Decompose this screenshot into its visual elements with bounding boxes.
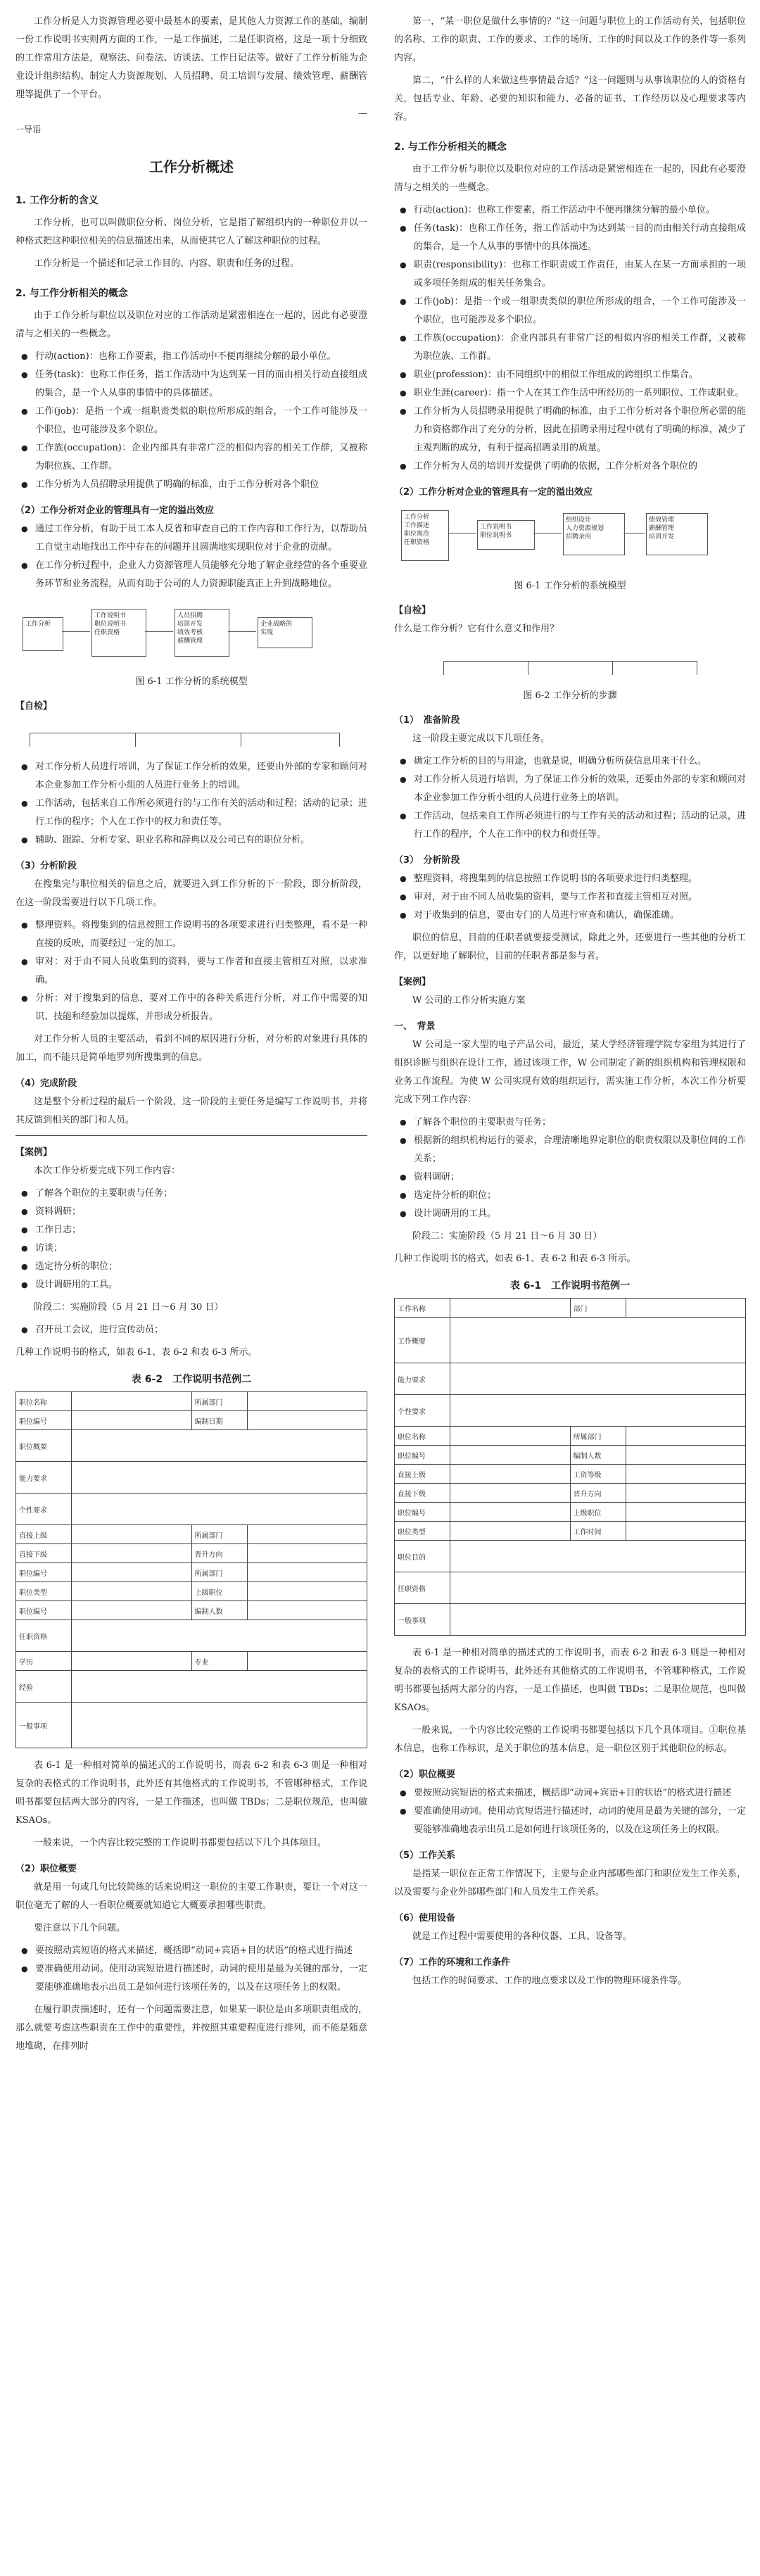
- list-item: ● 对工作分析人员进行培训，为了保证工作分析的效果，还要由外部的专家和顾问对本企业参加工作分析小组的人员进行业务上的培训。: [394, 771, 746, 807]
- table-cell: 工作名称: [395, 1299, 450, 1318]
- table-row: [395, 1572, 746, 1604]
- list-item: ● 对于收集到的信息，要由专门的人员进行审查和确认，确保准确。: [394, 907, 746, 925]
- figure-box: 组织设计 人力资源规划 招聘录用: [563, 513, 625, 555]
- job-description-table-2: [15, 1391, 367, 1748]
- heading-2: 2. 与工作分析相关的概念: [15, 288, 128, 299]
- table-cell: [247, 1652, 367, 1671]
- table-cell: 经验: [16, 1671, 72, 1703]
- table-cell: 学历: [16, 1652, 72, 1671]
- table-row: [395, 1363, 746, 1395]
- table-cell: [450, 1446, 571, 1465]
- table-cell: [72, 1525, 192, 1544]
- table-row: [395, 1541, 746, 1572]
- table-cell: 职位名称: [16, 1392, 72, 1411]
- list-item: ● 通过工作分析，有助于员工本人反省和审查自己的工作内容和工作行为，以帮助员工自觉主动地找出工作中存在的问题并且圆满地实现职位对于企业的贡献。: [15, 520, 367, 557]
- table-row: [395, 1465, 746, 1484]
- bullet-list: [394, 752, 746, 844]
- dash: —: [358, 108, 367, 119]
- table-cell: [450, 1299, 571, 1318]
- table-cell: [450, 1395, 746, 1427]
- steps-bracket: [394, 652, 746, 681]
- paragraph: 职位的信息，目前的任职者就要接受测试，除此之外，还要进行一些其他的分析工作，以更好地了解职位，目前的任职者都是参与者。: [394, 933, 746, 961]
- list-item: ● 任务(task)：也称工作任务，指工作活动中为达到某一目的而由相关行动直接组成的集合，是一个人从事的事情中的具体描述。: [394, 220, 746, 256]
- list-item: ● 访谈；: [15, 1239, 367, 1258]
- table-cell: 部门: [570, 1299, 626, 1318]
- figure-line: [228, 631, 256, 632]
- paragraph: 几种工作说明书的格式，如表 6-1、表 6-2 和表 6-3 所示。: [15, 1347, 258, 1358]
- table-cell: 所属部门: [570, 1427, 626, 1446]
- list-item: ● 要按照动宾短语的格式来描述，概括即“动词+宾语+目的状语”的格式进行描述: [15, 1942, 367, 1960]
- list-item: ● 行动(action)：也称工作要素，指工作活动中不便再继续分解的最小单位。: [394, 201, 746, 220]
- table-cell: [626, 1299, 746, 1318]
- figure-box: 工作分析: [23, 617, 63, 651]
- paragraph: 对工作分析人员的主要活动，看到不同的原因进行分析，对分析的对象进行具体的加工，而不能只是简单地罗列所搜集到的信息。: [15, 1034, 367, 1063]
- table-cell: [72, 1652, 192, 1671]
- table-cell: 任职资格: [16, 1620, 72, 1652]
- table-cell: 直接上级: [395, 1465, 450, 1484]
- table-row: [16, 1601, 367, 1620]
- list-item: ● 工作分析为人员招聘录用提供了明确的标准，由于工作分析对各个职位所必需的能力和资格都作出了充分的分析，因此在招聘录用过程中就有了明确的标准，减少了主观判断的成分，有利于提高招聘录用的质量。: [394, 403, 746, 457]
- bullet-list: [15, 1321, 367, 1339]
- paragraph: 是指某一职位在正常工作情况下，主要与企业内部哪些部门和职位发生工作关系，以及需要与企业外部哪些部门和人员发生工作关系。: [394, 1869, 746, 1898]
- table-cell: 个性要求: [395, 1395, 450, 1427]
- table-cell: [450, 1484, 571, 1503]
- intro-paragraph: 工作分析是人力资源管理必要中最基本的要素，是其他人力资源工作的基础，编制一份工作说明书实则两方面的工作，一是工作描述，二是任职资格，这是一项十分细致的工作常用方法是，观察法、问卷法、访谈法、工作日记法等。做好了工作分析能为企业设计组织结构、制定人力资源规划、人员招聘、员工培训与发展、绩效管理、薪酬管理等提供了一个平台。: [15, 16, 367, 100]
- paragraph: 就是工作过程中需要使用的各种仪器、工具、设备等。: [412, 1931, 633, 1942]
- table-cell: 职位类型: [395, 1522, 450, 1541]
- figure-box: 工作说明书 职位说明书: [477, 520, 535, 550]
- table-row: [395, 1484, 746, 1503]
- list-item: ● 整理资料。将搜集到的信息按照工作说明书的各项要求进行归类整理，看不是一种直接的反映，而要经过一定的加工。: [15, 916, 367, 953]
- list-item: ● 工作分析为人员招聘录用提供了明确的标准，由于工作分析对各个职位: [15, 476, 367, 494]
- list-item: ● 资料调研；: [15, 1203, 367, 1221]
- job-description-table-1: [394, 1298, 746, 1636]
- right-column: [394, 13, 746, 1995]
- list-item: ● 工作活动，包括来自工作所必须进行的与工作有关的活动和过程；活动的记录；进行工作的程序；个人在工作中的权力和责任等。: [15, 795, 367, 831]
- table-row: [16, 1462, 367, 1494]
- list-item: ● 行动(action)：也称工作要素，指工作活动中不便再继续分解的最小单位。: [15, 348, 367, 366]
- table-cell: [450, 1363, 746, 1395]
- table-cell: [72, 1671, 367, 1703]
- list-item: ● 要按照动宾短语的格式来描述，概括即“动词+宾语+目的状语”的格式进行描述: [394, 1784, 746, 1802]
- list-item: ● 工作日志；: [15, 1221, 367, 1239]
- table-cell: 直接上级: [16, 1525, 72, 1544]
- table-row: [16, 1525, 367, 1544]
- list-item: ● 职业生涯(career)：指一个人在其工作生活中所经历的一系列职位、工作或职业。: [394, 384, 746, 403]
- table-row: [16, 1430, 367, 1462]
- self-check-label: 【自检】: [15, 701, 53, 712]
- table-cell: 职位编号: [16, 1411, 72, 1430]
- table-cell: 一般事项: [395, 1604, 450, 1636]
- table-cell: [626, 1465, 746, 1484]
- table-row: [16, 1582, 367, 1601]
- table-cell: 编制人数: [570, 1446, 626, 1465]
- table-cell: [450, 1604, 746, 1636]
- table-row: [395, 1503, 746, 1522]
- subheading: （7）工作的环境和工作条件: [394, 1957, 511, 1968]
- table-cell: 上级职位: [191, 1582, 247, 1601]
- list-item: ● 对工作分析人员进行培训，为了保证工作分析的效果，还要由外部的专家和顾问对本企业参加工作分析小组的人员进行业务上的培训。: [15, 758, 367, 795]
- table-cell: 工资等级: [570, 1465, 626, 1484]
- paragraph: 表 6-1 是一种相对简单的描述式的工作说明书，而表 6-2 和表 6-3 则是一种相对复杂的表格式的工作说明书，此外还有其他格式的工作说明书，不管哪种格式，工作说明书都要包括两大部分的内容，一是工作描述，也叫做 TBDs；二是职位规范，也叫做 KSAOs。: [394, 1648, 746, 1713]
- table-cell: [72, 1392, 192, 1411]
- table-cell: 一般事项: [16, 1703, 72, 1748]
- table-row: [16, 1494, 367, 1525]
- table-cell: 工作概要: [395, 1318, 450, 1363]
- paragraph: 由于工作分析与职位以及职位对应的工作活动是紧密相连在一起的，因此有必要澄清与之相关的一些概念。: [394, 164, 746, 193]
- bullet-list: [15, 520, 367, 593]
- bullet-list: [15, 1185, 367, 1294]
- subheading: （3） 分析阶段: [394, 855, 460, 866]
- list-item: ● 审对，对于由不同人员收集的资料，要与工作者和直接主管相互对照。: [394, 888, 746, 907]
- list-item: ● 整理资料，将搜集到的信息按照工作说明书的各项要求进行归类整理。: [394, 870, 746, 888]
- table-cell: 晋升方向: [570, 1484, 626, 1503]
- table-cell: [72, 1462, 367, 1494]
- table-row: [16, 1563, 367, 1582]
- figure-box: 工作说明书 职位说明书 任职资格: [91, 609, 146, 657]
- system-model-figure: [394, 507, 746, 571]
- table-cell: [72, 1411, 192, 1430]
- bullet-list: [394, 1113, 746, 1223]
- table-cell: 直接下级: [395, 1484, 450, 1503]
- table-cell: 编制人数: [191, 1601, 247, 1620]
- table-cell: [450, 1522, 571, 1541]
- table-cell: 直接下级: [16, 1544, 72, 1563]
- case-label: 【案例】: [394, 977, 431, 987]
- paragraph: 阶段二：实施阶段（5 月 21 日～6 月 30 日）: [412, 1231, 602, 1242]
- paragraph: 一般来说，一个内容比较完整的工作说明书都要包括以下几个具体项目。: [34, 1838, 327, 1848]
- bullet-list: [394, 201, 746, 476]
- list-item: ● 工作分析为人员的培训开发提供了明确的依据，工作分析对各个职位的: [394, 457, 746, 476]
- subheading: （4）完成阶段: [15, 1078, 77, 1089]
- table-cell: 职位概要: [16, 1430, 72, 1462]
- table-cell: [72, 1601, 192, 1620]
- table-cell: [72, 1544, 192, 1563]
- case-title: W 公司的工作分析实施方案: [412, 995, 526, 1006]
- page-title: 工作分析概述: [149, 158, 234, 175]
- table-cell: [72, 1430, 367, 1462]
- list-item: ● 分析：对于搜集到的信息，要对工作中的各种关系进行分析，对工作中需要的知识、技能和经验加以提炼，并形成分析报告。: [15, 990, 367, 1026]
- figure-caption: 图 6-2 工作分析的步骤: [523, 690, 617, 701]
- list-item: ● 审对：对于由不同人员收集到的资料，要与工作者和直接主管相互对照，以求准确。: [15, 953, 367, 990]
- list-item: ● 设计调研用的工具。: [394, 1205, 746, 1223]
- table-cell: 能力要求: [395, 1363, 450, 1395]
- list-item: ● 选定待分析的职位；: [394, 1187, 746, 1205]
- table-cell: 专业: [191, 1652, 247, 1671]
- table-row: [395, 1427, 746, 1446]
- table-cell: [450, 1572, 746, 1604]
- list-item: ● 工作族(occupation)：企业内部具有非常广泛的相似内容的相关工作群，又被称为职位族、工作群。: [15, 439, 367, 476]
- subheading: （5）工作关系: [394, 1850, 456, 1861]
- table-cell: 职位名称: [395, 1427, 450, 1446]
- list-item: ● 了解各个职位的主要职责与任务；: [394, 1113, 746, 1132]
- list-item: ● 工作族(occupation)：企业内部具有非常广泛的相似内容的相关工作群，又被称为职位族、工作群。: [394, 329, 746, 366]
- table-cell: [626, 1522, 746, 1541]
- list-item: ● 设计调研用的工具。: [15, 1276, 367, 1294]
- table-cell: [626, 1484, 746, 1503]
- list-item: ● 在工作分析过程中，企业人力资源管理人员能够充分地了解企业经营的各个重要业务环节和业务流程，从而有助于公司的人力资源职能真正上升到战略地位。: [15, 557, 367, 593]
- table-cell: 职位编号: [16, 1563, 72, 1582]
- figure-box: 人员招聘 培训开发 绩效考核 薪酬管理: [175, 609, 229, 657]
- list-item: ● 辅助、跟踪、分析专家、职业名称和辞典以及公司已有的职位分析。: [15, 831, 367, 850]
- paragraph: 这一阶段主要完成以下几项任务。: [412, 733, 550, 744]
- paragraph: 工作分析，也可以叫做职位分析、岗位分析，它是指了解组织内的一种职位并以一种格式把这种职位相关的信息描述出来，从而使其它人了解这种职位的过程。: [15, 217, 367, 246]
- list-item: ● 任务(task)：也称工作任务，指工作活动中为达到某一目的而由相关行动直接组成的集合，是一个人从事的事情中的具体描述。: [15, 366, 367, 403]
- figure-line: [62, 631, 90, 632]
- list-item: ● 工作活动，包括来自工作所必须进行的与工作有关的活动和过程；活动的记录，进行工作的程序，个人在工作中的权力和责任等。: [394, 807, 746, 844]
- subheading: （2）职位概要: [15, 1864, 77, 1874]
- table-cell: [626, 1446, 746, 1465]
- table-cell: 职位目的: [395, 1541, 450, 1572]
- figure-caption: 图 6-1 工作分析的系统模型: [135, 676, 248, 687]
- table-cell: [450, 1465, 571, 1484]
- table-cell: [247, 1525, 367, 1544]
- heading-1: 1. 工作分析的含义: [15, 195, 99, 206]
- bullet-list: [394, 1784, 746, 1839]
- list-item: ● 资料调研；: [394, 1168, 746, 1187]
- figure-caption: 图 6-1 工作分析的系统模型: [514, 581, 626, 591]
- subheading: （2）职位概要: [394, 1769, 456, 1780]
- subheading: （6）使用设备: [394, 1913, 456, 1924]
- table-cell: [72, 1703, 367, 1748]
- table-row: [16, 1411, 367, 1430]
- paragraph: 包括工作的时间要求、工作的地点要求以及工作的物理环境条件等。: [412, 1976, 688, 1986]
- table-cell: 所属部门: [191, 1563, 247, 1582]
- list-item: ● 职业(profession)：由不同组织中的相似工作组成的跨组织工作集合。: [394, 366, 746, 384]
- table-cell: 职位类型: [16, 1582, 72, 1601]
- subheading: （1） 准备阶段: [394, 715, 460, 726]
- bullet-list: [15, 916, 367, 1026]
- list-item: ● 要准确使用动词。使用动宾短语进行描述时，动词的使用是最为关键的部分，一定要能够准确地表示出员工是如何进行该项任务的，以及在这项任务上的权限。: [394, 1802, 746, 1839]
- table-cell: 晋升方向: [191, 1544, 247, 1563]
- paragraph: W 公司是一家大型的电子产品公司，最近，某大学经济管理学院专家组为其进行了组织诊断与组织在设计工作，通过该项工作，W 公司制定了新的组织机构和管理权限和业务工作流程。为使 W 公司实现有效的组织运行，需实施工作分析，本次工作分析要完成下列工作内容：: [394, 1040, 746, 1105]
- table-row: [16, 1620, 367, 1652]
- table-row: [16, 1392, 367, 1411]
- table-cell: 能力要求: [16, 1462, 72, 1494]
- table-cell: [247, 1411, 367, 1430]
- table-row: [395, 1395, 746, 1427]
- table-row: [16, 1671, 367, 1703]
- bullet-list: [15, 758, 367, 850]
- paragraph: 第一，“某一职位是做什么事情的？”这一问题与职位上的工作活动有关，包括职位的名称、工作的职责、工作的要求、工作的场所、工作的时间以及工作的条件等一系列内容。: [394, 16, 746, 63]
- section-label: 一导语: [15, 125, 42, 134]
- question: 什么是工作分析？它有什么意义和作用？: [394, 624, 559, 634]
- table-title: 表 6-1 工作说明书范例一: [509, 1280, 631, 1292]
- bullet-list: [394, 870, 746, 925]
- figure-box: 绩效管理 薪酬管理 培训开发: [646, 513, 708, 555]
- paragraph: 在搜集完与职位相关的信息之后，就要进入到工作分析的下一阶段，即分析阶段，在这一阶段需要进行以下几项工作。: [15, 879, 367, 908]
- list-item: ● 选定待分析的职位；: [15, 1258, 367, 1276]
- paragraph: 工作分析是一个描述和记录工作目的、内容、职责和任务的过程。: [34, 258, 300, 269]
- paragraph: 在履行职责描述时，还有一个问题需要注意，如果某一职位是由多项职责组成的，那么就要考虑这些职责在工作中的重要性，并按照其重要程度进行排列，而不能是随意地堆砌，在排列时: [15, 2004, 367, 2052]
- system-model-figure: [15, 603, 367, 667]
- heading: 2. 与工作分析相关的概念: [394, 141, 507, 153]
- table-cell: 个性要求: [16, 1494, 72, 1525]
- subheading: 一、 背景: [394, 1021, 436, 1032]
- table-cell: 职位编号: [395, 1446, 450, 1465]
- paragraph: 就是用一句或几句比较简练的话来说明这一职位的主要工作职责，要让一个对这一职位毫无了解的人一看职位概要就知道它大概要承担哪些职责。: [15, 1882, 367, 1911]
- list-item: ● 根据新的组织机构运行的要求，合理清晰地界定职位的职责权限以及职位间的工作关系；: [394, 1132, 746, 1168]
- table-cell: [247, 1601, 367, 1620]
- table-row: [395, 1604, 746, 1636]
- table-cell: [626, 1503, 746, 1522]
- table-cell: [626, 1427, 746, 1446]
- paragraph: 第二，“什么样的人来做这些事情最合适？”这一问题则与从事该职位的人的资格有关，包括专业、年龄、必要的知识和能力、必备的证书、工作经历以及心理要求等内容。: [394, 75, 746, 122]
- table-cell: 任职资格: [395, 1572, 450, 1604]
- table-cell: 上级职位: [570, 1503, 626, 1522]
- table-cell: 所属部门: [191, 1392, 247, 1411]
- case-label: 【案例】: [15, 1147, 53, 1158]
- paragraph: 这是整个分析过程的最后一个阶段，这一阶段的主要任务是编写工作说明书，并将其反馈到相关的部门和人员。: [15, 1097, 367, 1125]
- paragraph: 几种工作说明书的格式，如表 6-1、表 6-2 和表 6-3 所示。: [394, 1254, 636, 1264]
- table-cell: [450, 1541, 746, 1572]
- paragraph: 由于工作分析与职位以及职位对应的工作活动是紧密相连在一起的，因此有必要澄清与之相关的一些概念。: [15, 310, 367, 339]
- table-cell: [247, 1582, 367, 1601]
- table-row: [395, 1446, 746, 1465]
- table-cell: [247, 1563, 367, 1582]
- paragraph: 本次工作分析要完成下列工作内容：: [34, 1166, 181, 1176]
- paragraph: 阶段二：实施阶段（5 月 21 日～6 月 30 日）: [34, 1302, 224, 1313]
- bullet-list: [15, 348, 367, 494]
- table-cell: [72, 1494, 367, 1525]
- table-cell: [72, 1563, 192, 1582]
- table-cell: 编制日期: [191, 1411, 247, 1430]
- list-item: ● 职责(responsibility)：也称工作职责或工作责任，由某人在某一方面承担的一项或多项任务组成的相关任务集合。: [394, 256, 746, 293]
- figure-box: 工作分析 工作描述 职位规范 任职资格: [401, 510, 449, 561]
- self-check-label: 【自检】: [394, 605, 431, 616]
- list-item: ● 召开员工会议，进行宣传动员；: [15, 1321, 367, 1339]
- divider: [15, 1135, 367, 1136]
- steps-bracket: [15, 726, 367, 754]
- paragraph: 要注意以下几个问题。: [34, 1923, 126, 1933]
- table-title: 表 6-2 工作说明书范例二: [131, 1374, 252, 1385]
- list-item: ● 了解各个职位的主要职责与任务；: [15, 1185, 367, 1203]
- table-cell: [72, 1620, 367, 1652]
- table-row: [395, 1522, 746, 1541]
- list-item: ● 要准确使用动词。使用动宾短语进行描述时，动词的使用是最为关键的部分，一定要能够准确地表示出员工是如何进行该项任务的，以及在这项任务上的权限。: [15, 1960, 367, 1997]
- figure-box: 企业战略的 实现: [258, 617, 312, 648]
- figure-line: [145, 631, 173, 632]
- paragraph: 一般来说，一个内容比较完整的工作说明书都要包括以下几个具体项目。①职位基本信息，也称工作标识，是关于职位的基本信息，是一职位区别于其他职位的标志。: [394, 1725, 746, 1754]
- table-row: [16, 1544, 367, 1563]
- left-column: [15, 13, 367, 2060]
- table-row: [16, 1652, 367, 1671]
- list-item: ● 工作(job)：是指一个或一组职责类似的职位所形成的组合，一个工作可能涉及一个职位，也可能涉及多个职位。: [15, 403, 367, 439]
- list-item: ● 确定工作分析的目的与用途，也就是说，明确分析所获信息用来干什么。: [394, 752, 746, 771]
- table-cell: [247, 1392, 367, 1411]
- table-cell: 工作时间: [570, 1522, 626, 1541]
- table-cell: 职位编号: [16, 1601, 72, 1620]
- table-cell: [450, 1503, 571, 1522]
- table-cell: 所属部门: [191, 1525, 247, 1544]
- bullet-list: [15, 1942, 367, 1997]
- list-item: ● 工作(job)：是指一个或一组职责类似的职位所形成的组合，一个工作可能涉及一个职位，也可能涉及多个职位。: [394, 293, 746, 329]
- table-cell: 职位编号: [395, 1503, 450, 1522]
- table-cell: [450, 1318, 746, 1363]
- table-row: [16, 1703, 367, 1748]
- subheading: （3）分析阶段: [15, 861, 77, 871]
- table-cell: [247, 1544, 367, 1563]
- subheading: （2）工作分析对企业的管理具有一定的溢出效应: [15, 505, 215, 516]
- table-row: [395, 1318, 746, 1363]
- table-row: [395, 1299, 746, 1318]
- table-cell: [450, 1427, 571, 1446]
- table-cell: [72, 1582, 192, 1601]
- paragraph: 表 6-1 是一种相对简单的描述式的工作说明书，而表 6-2 和表 6-3 则是一种相对复杂的表格式的工作说明书，此外还有其他格式的工作说明书，不管哪种格式，工作说明书都要包括两大部分的内容，一是工作描述，也叫做 TBDs；二是职位规范，也叫做 KSAOs。: [15, 1760, 367, 1826]
- subheading: （2）工作分析对企业的管理具有一定的溢出效应: [394, 487, 593, 498]
